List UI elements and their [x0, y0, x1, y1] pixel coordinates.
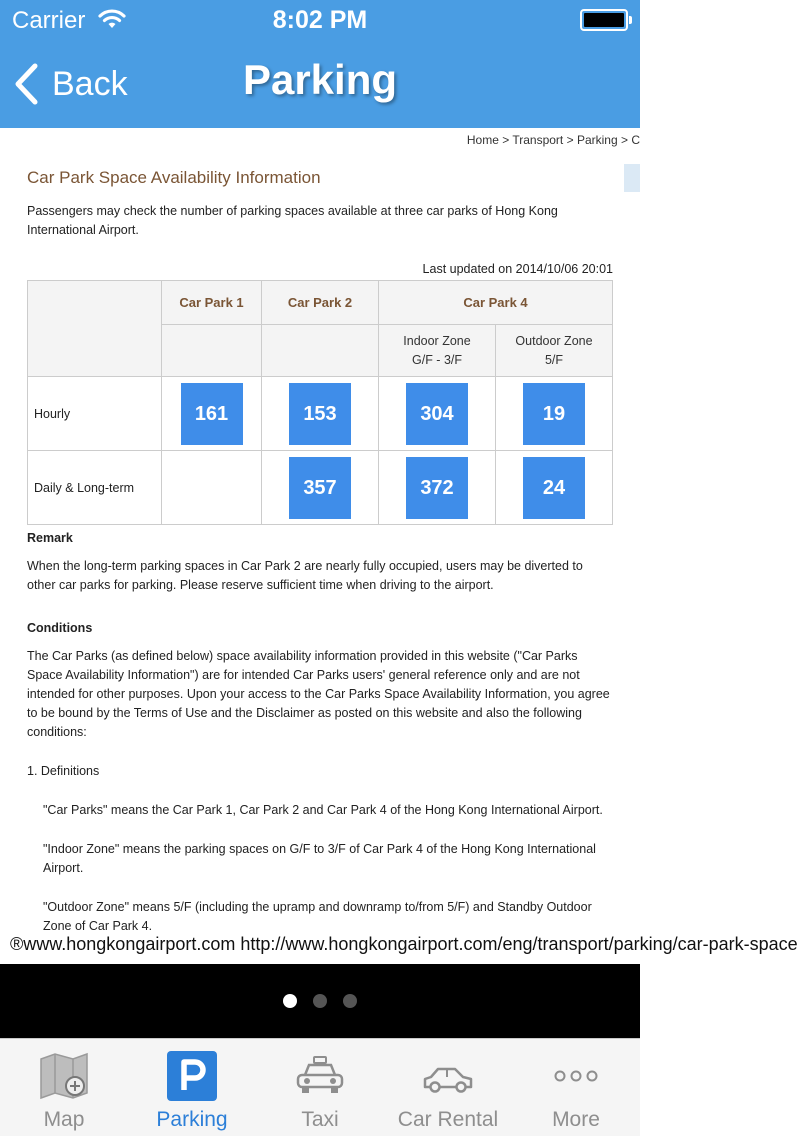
cell-hourly-cp4-indoor — [379, 377, 496, 451]
tab-map[interactable] — [0, 1039, 128, 1136]
zone-indoor-floors: G/F - 3/F — [412, 352, 462, 367]
page-dot-2[interactable] — [313, 994, 327, 1008]
breadcrumb: Home > Transport > Parking > C — [466, 133, 640, 147]
definitions-title: 1. Definitions — [27, 764, 100, 778]
definition-item: "Outdoor Zone" means 5/F (including the upramp and downramp to/from 5/F) and Standby Outdoor Zone of Car Park 4. — [43, 900, 592, 933]
count-badge: 153 — [289, 383, 351, 445]
tab-bar — [0, 1038, 640, 1136]
page-dot-1[interactable] — [283, 994, 297, 1008]
status-time: 8:02 PM — [272, 6, 368, 34]
page-indicator — [0, 964, 640, 1038]
web-content[interactable] — [0, 128, 798, 964]
definitions — [43, 801, 613, 936]
row-label-hourly: Hourly — [28, 377, 162, 451]
section-heading: Car Park Space Availability Information — [27, 168, 321, 187]
header-car-park-1: Car Park 1 — [162, 281, 262, 325]
last-updated: Last updated on 2014/10/06 20:01 — [422, 262, 613, 276]
tab-label: Map — [43, 1108, 85, 1131]
breadcrumb-home[interactable]: Home — [466, 133, 499, 147]
cell-hourly-cp4-outdoor — [496, 377, 613, 451]
count-badge: 304 — [406, 383, 468, 445]
cell-daily-cp4-outdoor — [496, 451, 613, 525]
car-icon — [421, 1049, 475, 1103]
definitions-list — [27, 762, 613, 936]
intro-text: Passengers may check the number of parking spaces available at three car parks of Hong Kong International Airport. — [27, 204, 558, 237]
carrier-label: Carrier — [12, 7, 86, 34]
page-title: Parking — [242, 56, 398, 103]
status-bar — [0, 0, 640, 40]
battery-icon — [580, 9, 628, 31]
scroll-indicator — [624, 164, 640, 192]
cell-daily-cp2 — [262, 451, 379, 525]
remark-title: Remark — [27, 531, 73, 545]
row-label-daily: Daily & Long-term — [28, 451, 162, 525]
definition-item: "Indoor Zone" means the parking spaces on G/F to 3/F of Car Park 4 of the Hong Kong International Airport. — [43, 842, 596, 875]
header-car-park-2: Car Park 2 — [262, 281, 379, 325]
tab-label: Taxi — [301, 1108, 339, 1131]
cell-daily-cp1 — [162, 451, 262, 525]
page-dot-3[interactable] — [343, 994, 357, 1008]
more-icon — [549, 1049, 603, 1103]
zone-outdoor-floors: 5/F — [544, 352, 564, 367]
table-corner — [28, 281, 162, 377]
tab-taxi[interactable] — [256, 1039, 384, 1136]
breadcrumb-current[interactable]: C — [631, 133, 640, 147]
table-header-row — [28, 281, 613, 325]
tab-car-rental[interactable] — [384, 1039, 512, 1136]
source-url-overlay: ®www.hongkongairport.com http://www.hongkongairport.com/eng/transport/parking/car-park-space — [10, 934, 798, 954]
definition-item: "Car Parks" means the Car Park 1, Car Park 2 and Car Park 4 of the Hong Kong International Airport. — [43, 803, 603, 817]
back-label: Back — [52, 64, 128, 103]
count-badge: 357 — [289, 457, 351, 519]
breadcrumb-parking[interactable]: Parking — [576, 133, 618, 147]
map-icon — [37, 1049, 91, 1103]
breadcrumb-transport[interactable]: Transport — [512, 133, 564, 147]
tab-more[interactable] — [512, 1039, 640, 1136]
parking-icon — [165, 1049, 219, 1103]
table-row — [28, 377, 613, 451]
conditions-title: Conditions — [27, 621, 93, 635]
count-badge: 372 — [406, 457, 468, 519]
count-badge: 161 — [181, 383, 243, 445]
cell-hourly-cp1 — [162, 377, 262, 451]
zone-indoor — [379, 325, 496, 377]
subheader-empty-2 — [262, 325, 379, 377]
tab-parking[interactable] — [128, 1039, 256, 1136]
cell-daily-cp4-indoor — [379, 451, 496, 525]
cell-hourly-cp2 — [262, 377, 379, 451]
nav-header — [0, 0, 640, 128]
zone-indoor-name: Indoor Zone — [403, 333, 471, 348]
taxi-icon — [293, 1049, 347, 1103]
subheader-empty-1 — [162, 325, 262, 377]
count-badge: 24 — [523, 457, 585, 519]
article — [27, 168, 613, 936]
header-car-park-4: Car Park 4 — [379, 281, 613, 325]
tab-label: Parking — [156, 1108, 228, 1131]
count-badge: 19 — [523, 383, 585, 445]
table-row — [28, 451, 613, 525]
tab-label: More — [552, 1108, 600, 1131]
tab-label: Car Rental — [397, 1108, 499, 1131]
zone-outdoor — [496, 325, 613, 377]
remark-text: When the long-term parking spaces in Car Park 2 are nearly fully occupied, users may be diverted to other car parks for parking. Please reserve sufficient time when driving to the airport. — [27, 559, 583, 592]
zone-outdoor-name: Outdoor Zone — [515, 333, 593, 348]
availability-table — [27, 280, 613, 525]
conditions-text: The Car Parks (as defined below) space availability information provided in this website ("Car Parks Space Availability Information") are for intended Car Parks users' general reference only and are not intended for other purposes. Upon your access to the Car Parks Space Availability Information, you agree to be bound by the Terms of Use and the Disclaimer as posted on this website and also the following conditions: — [27, 649, 610, 739]
